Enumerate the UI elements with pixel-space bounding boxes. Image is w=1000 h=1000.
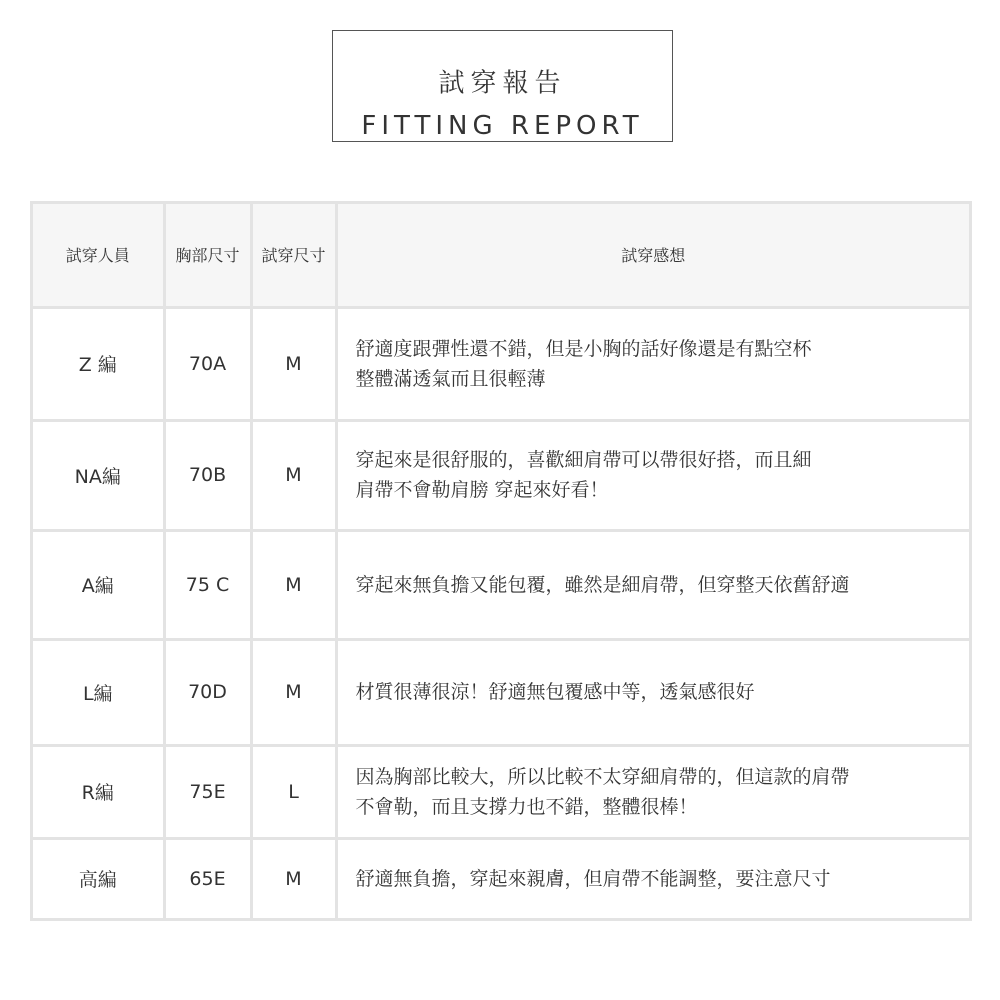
fitting-table-container (30, 201, 972, 921)
table-row (33, 307, 969, 420)
cell-bust: 75 C (164, 530, 251, 639)
cell-feedback (336, 530, 969, 639)
cell-tester: NA編 (33, 420, 164, 530)
cell-feedback (336, 307, 969, 420)
cell-bust: 70B (164, 420, 251, 530)
feedback-line: 舒適無負擔，穿起來親膚，但肩帶不能調整，要注意尺寸 (355, 867, 831, 890)
table-row (33, 838, 969, 918)
feedback-line: 穿起來無負擔又能包覆，雖然是細肩帶，但穿整天依舊舒適 (355, 573, 850, 596)
cell-size: M (251, 307, 336, 420)
feedback-line: 穿起來是很舒服的，喜歡細肩帶可以帶很好搭，而且細 (355, 449, 812, 471)
cell-bust: 70A (164, 307, 251, 420)
cell-bust: 75E (164, 745, 251, 838)
cell-feedback (336, 838, 969, 918)
cell-tester: A編 (33, 530, 164, 639)
cell-tester: R編 (33, 745, 164, 838)
feedback-line: 整體滿透氣而且很輕薄 (355, 367, 546, 390)
cell-size: L (251, 745, 336, 838)
table-row (33, 639, 969, 745)
header-tester: 試穿人員 (33, 204, 164, 307)
feedback-line: 因為胸部比較大，所以比較不太穿細肩帶的，但這款的肩帶 (355, 765, 850, 788)
cell-size: M (251, 530, 336, 639)
feedback-line: 材質很薄很涼！舒適無包覆感中等，透氣感很好 (355, 681, 755, 703)
cell-feedback (336, 745, 969, 838)
feedback-line: 舒適度跟彈性還不錯，但是小胸的話好像還是有點空杯 (355, 337, 812, 360)
table-row (33, 530, 969, 639)
fitting-table (33, 204, 969, 918)
header-bust-size: 胸部尺寸 (164, 204, 251, 307)
cell-tester: L編 (33, 639, 164, 745)
cell-tester: Z 編 (33, 307, 164, 420)
title-chinese: 試穿報告 (438, 68, 567, 99)
cell-bust: 70D (164, 639, 251, 745)
table-header-row (33, 204, 969, 307)
cell-size: M (251, 838, 336, 918)
cell-size: M (251, 639, 336, 745)
cell-feedback (336, 639, 969, 745)
feedback-line: 肩帶不會勒肩膀 穿起來好看！ (355, 479, 609, 501)
title-english: FITTING REPORT (361, 111, 644, 141)
cell-bust: 65E (164, 838, 251, 918)
header-trial-size: 試穿尺寸 (251, 204, 336, 307)
title-box (332, 30, 673, 142)
feedback-line: 不會勒，而且支撐力也不錯，整體很棒！ (355, 795, 698, 818)
cell-size: M (251, 420, 336, 530)
cell-tester: 高編 (33, 838, 164, 918)
header-feedback: 試穿感想 (336, 204, 969, 307)
table-row (33, 745, 969, 838)
table-row (33, 420, 969, 530)
cell-feedback (336, 420, 969, 530)
